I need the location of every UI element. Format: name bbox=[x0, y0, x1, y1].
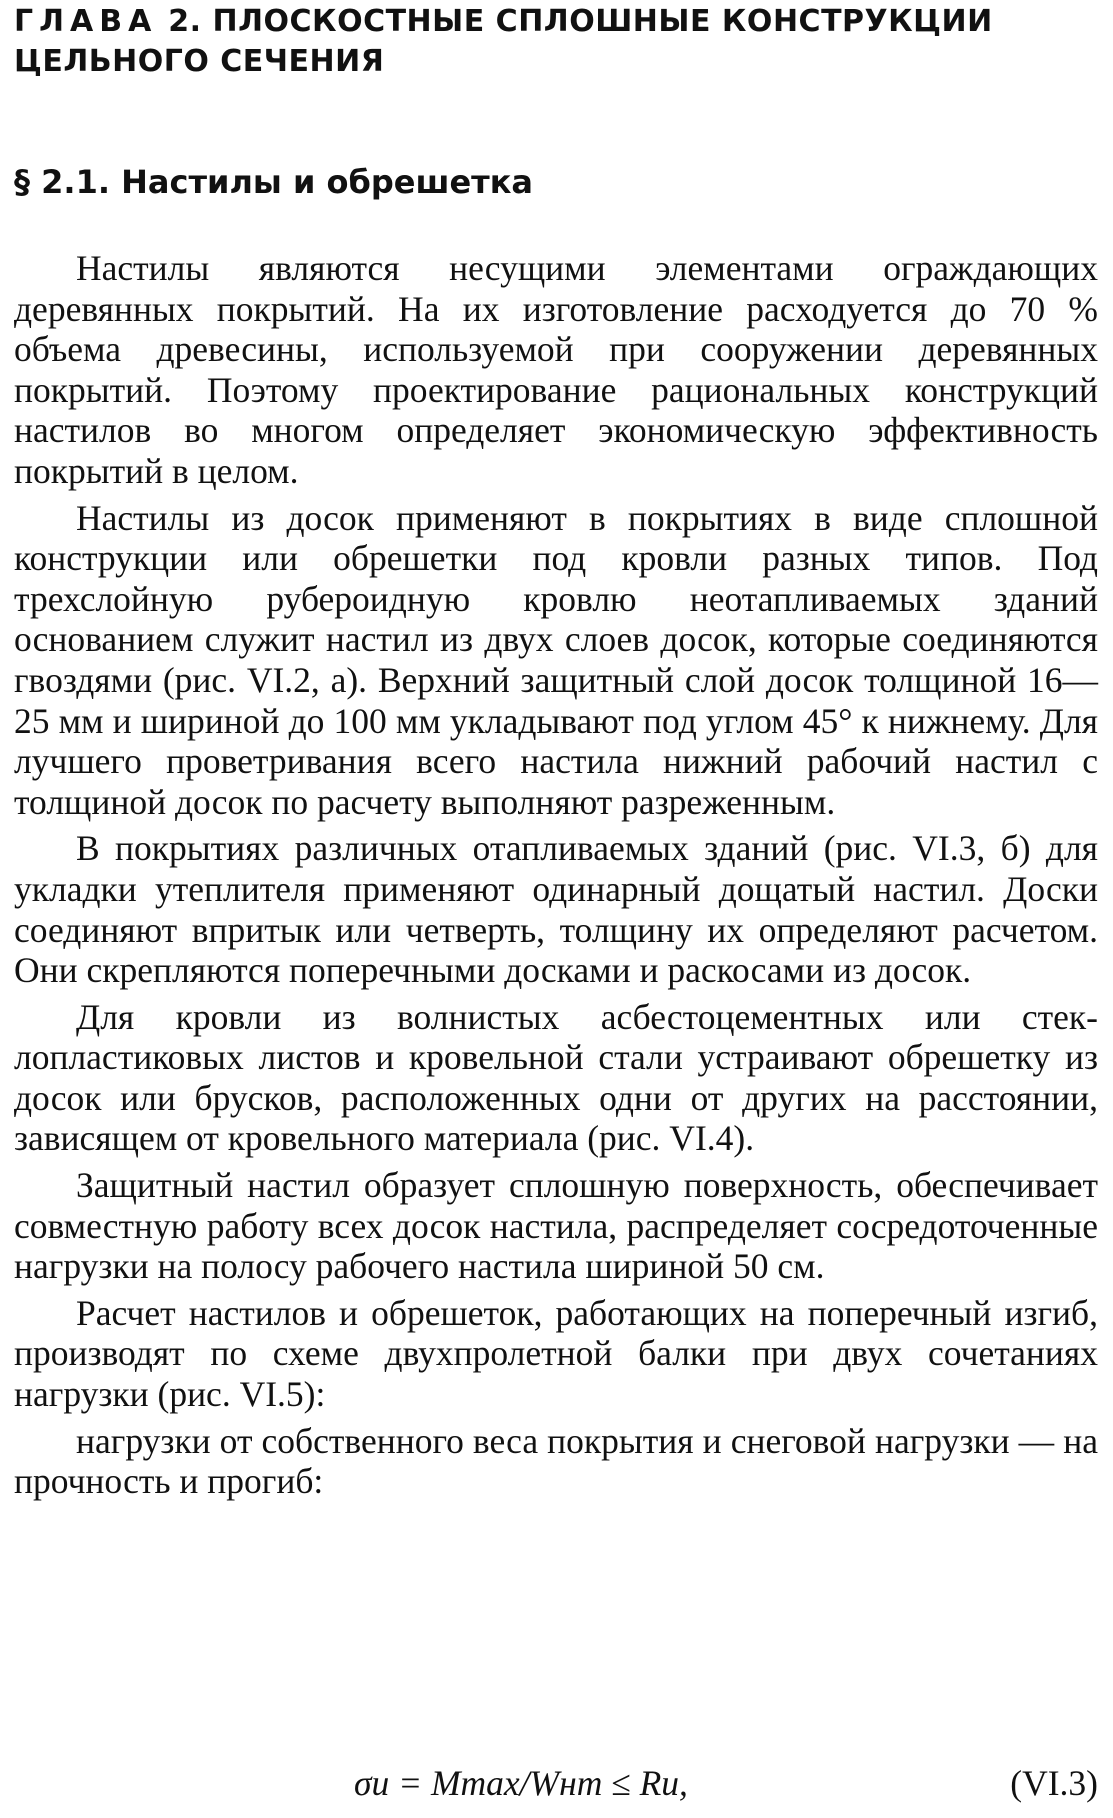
formula: σи = Mmax/Wнт ≤ Rи, bbox=[354, 1763, 688, 1803]
paragraph: В покрытиях различных отапливаемых зданий (рис. VI.3, б) для укладки утеплителя применяют одинарный дощатый настил. Доски соединяют впритык или четверть, толщину их определяют расчетом. Они скрепляются поперечными досками и раскосами из досок. bbox=[14, 828, 1098, 991]
paragraph: Настилы из досок применяют в покрытиях в виде сплошной конструкции или обрешетки под кровли разных типов. Под трехслойную рубероидную кровлю неотапливаемых зданий основанием служит настил из двух слоев досок, которые соединяются гвоздями (рис. VI.2, а). Верхний защитный слой досок толщиной 16—25 мм и шириной до 100 мм укладывают под углом 45° к нижнему. Для лучшего проветривания всего настила нижний рабочий настил с толщиной досок по расчету выполняют разреженным. bbox=[14, 497, 1098, 822]
formula-number: (VI.3) bbox=[1010, 1763, 1098, 1803]
paragraph: Расчет настилов и обрешеток, работающих на поперечный изгиб, производят по схеме двухпролетной балки при двух сочетаниях нагрузки (рис. VI.5): bbox=[14, 1292, 1098, 1415]
paragraph: Защитный настил образует сплошную поверхность, обеспечивает совместную работу всех досок настила, распределяет сосредоточенные нагрузки на полосу рабочего настила шириной 50 см. bbox=[14, 1165, 1098, 1287]
formula-row bbox=[14, 1760, 1098, 1806]
paragraph: Настилы являются несущими элементами ограждающих деревянных покрытий. На их изготовление расходуется до 70 % объема древесины, используемой при сооружении деревянных покрытий. Поэтому проектирование рациональных конструкций настилов во многом определяет экономическую эффективность покрытий в целом. bbox=[14, 248, 1098, 491]
body-text bbox=[14, 248, 1098, 1508]
chapter-heading bbox=[14, 2, 1094, 82]
paragraph: Для кровли из волнистых асбестоцементных или стеклопластиковых листов и кровельной стали устраивают обрешетку из досок или брусков, расположенных одни от других на расстоянии, зависящем от кровельного материала (рис. VI.4). bbox=[14, 996, 1098, 1159]
section-title: § 2.1. Настилы и обрешетка bbox=[14, 163, 533, 201]
chapter-title: 2. ПЛОСКОСТНЫЕ СПЛОШНЫЕ КОНСТРУКЦИИ ЦЕЛЬНОГО СЕЧЕНИЯ bbox=[14, 4, 993, 79]
chapter-label: ГЛАВА bbox=[14, 4, 158, 39]
paragraph: нагрузки от собственного веса покрытия и снеговой нагрузки — на прочность и прогиб: bbox=[14, 1420, 1098, 1502]
